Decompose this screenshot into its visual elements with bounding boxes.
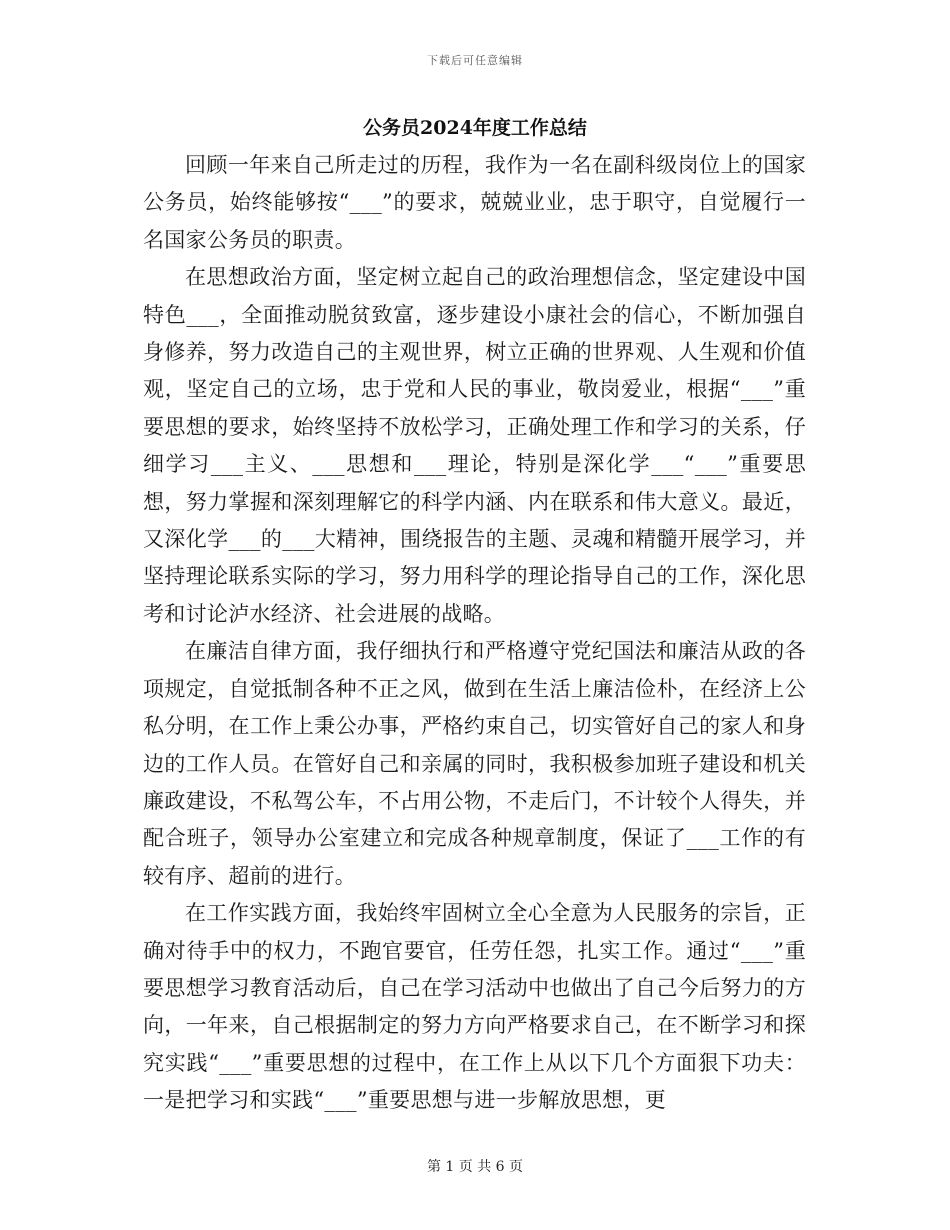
paragraph-practice: 在工作实践方面，我始终牢固树立全心全意为人民服务的宗旨，正确对待手中的权力，不跑官要官，任劳任怨，扎实工作。通过“___”重要思想学习教育活动后，自己在学习活动中也做出了自己今后努力的方向，一年来，自己根据制定的努力方向严格要求自己，在不断学习和探究实践“___”重要思想的过程中，在工作上从以下几个方面狠下功夫：一是把学习和实践“___”重要思想与进一步解放思想，更 xyxy=(143,901,806,1113)
header-note: 下载后可任意编辑 xyxy=(427,54,523,67)
paragraph-intro: 回顾一年来自己所走过的历程，我作为一名在副科级岗位上的国家公务员，始终能够按“___”的要求，兢兢业业，忠于职守，自觉履行一名国家公务员的职责。 xyxy=(143,153,806,252)
paragraph-ideology: 在思想政治方面，坚定树立起自己的政治理想信念，坚定建设中国特色___，全面推动脱贫致富，逐步建设小康社会的信心，不断加强自身修养，努力改造自己的主观世界，树立正确的世界观、人生观和价值观，坚定自己的立场，忠于党和人民的事业，敬岗爱业，根据“___”重要思想的要求，始终坚持不放松学习，正确处理工作和学习的关系，仔细学习___主义、___思想和___理论，特别是深化学___“___”重要思想，努力掌握和深刻理解它的科学内涵、内在联系和伟大意义。最近，又深化学___的___大精神，围绕报告的主题、灵魂和精髓开展学习，并坚持理论联系实际的学习，努力用科学的理论指导自己的工作，深化思考和讨论泸水经济、社会进展的战略。 xyxy=(143,265,806,626)
document-body xyxy=(143,147,806,1120)
paragraph-integrity: 在廉洁自律方面，我仔细执行和严格遵守党纪国法和廉洁从政的各项规定，自觉抵制各种不正之风，做到在生活上廉洁俭朴，在经济上公私分明，在工作上秉公办事，严格约束自己，切实管好自己的家人和身边的工作人员。在管好自己和亲属的同时，我积极参加班子建设和机关廉政建设，不私驾公车，不占用公物，不走后门，不计较个人得失，并配合班子，领导办公室建立和完成各种规章制度，保证了___工作的有较有序、超前的进行。 xyxy=(143,639,806,888)
page-number: 第 1 页 共 6 页 xyxy=(426,1159,524,1175)
document-title: 公务员2024年度工作总结 xyxy=(363,117,587,139)
